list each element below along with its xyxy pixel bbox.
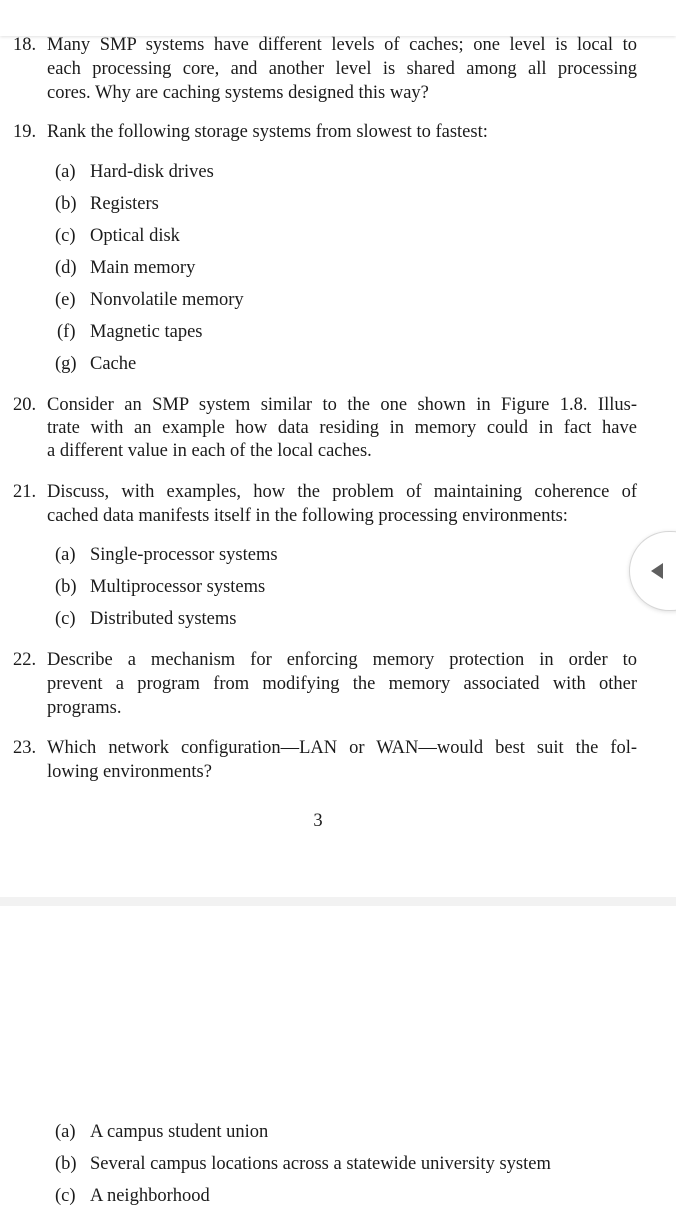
list-item-text: Hard-disk drives xyxy=(90,162,214,182)
question-line: Many SMP systems have different levels of caches; one level is local to xyxy=(47,35,637,55)
list-item-text: Magnetic tapes xyxy=(90,322,203,342)
question-line: each processing core, and another level is shared among all processing xyxy=(47,59,637,79)
cut-off-text-line xyxy=(0,1223,676,1230)
list-item-text: Nonvolatile memory xyxy=(90,290,244,310)
question-line: Describe a mechanism for enforcing memory protection in order to xyxy=(47,650,637,670)
list-item-label: (c) xyxy=(55,226,76,246)
list-item-text: Cache xyxy=(90,354,137,374)
list-item-text: Multiprocessor systems xyxy=(90,577,266,597)
question-line: Discuss, with examples, how the problem of maintaining coherence of xyxy=(47,482,637,502)
list-item-text: A campus student union xyxy=(90,1122,269,1142)
question-line: Rank the following storage systems from slowest to fastest: xyxy=(47,122,488,142)
chevron-left-icon xyxy=(651,563,663,579)
question-number: 18. xyxy=(13,35,37,55)
list-item-label: (b) xyxy=(55,1154,77,1174)
question-number: 22. xyxy=(13,650,37,670)
list-item-label: (a) xyxy=(55,162,76,182)
list-item-label: (c) xyxy=(55,609,76,629)
question-line: lowing environments? xyxy=(47,762,212,782)
list-item-text: Several campus locations across a statewide university system xyxy=(90,1154,551,1174)
list-item-text: Single-processor systems xyxy=(90,545,278,565)
question-number: 21. xyxy=(13,482,37,502)
list-item-label: (d) xyxy=(55,258,77,278)
list-item-label: (f) xyxy=(57,322,76,342)
question-number: 20. xyxy=(13,395,37,415)
question-line: programs. xyxy=(47,698,122,718)
question-number: 23. xyxy=(13,738,37,758)
list-item-label: (b) xyxy=(55,577,77,597)
list-item-text: Registers xyxy=(90,194,159,214)
page-separator xyxy=(0,897,676,906)
collapse-panel-button[interactable] xyxy=(629,531,676,611)
question-line: Consider an SMP system similar to the one shown in Figure 1.8. Illus- xyxy=(47,395,637,415)
question-line: Which network configuration—LAN or WAN—would best suit the fol- xyxy=(47,738,637,758)
list-item-text: Main memory xyxy=(90,258,196,278)
question-line: a different value in each of the local caches. xyxy=(47,441,372,461)
top-bar xyxy=(0,0,676,36)
list-item-label: (g) xyxy=(55,354,77,374)
page-number: 3 xyxy=(313,811,323,831)
question-number: 19. xyxy=(13,122,37,142)
question-line: cached data manifests itself in the following processing environments: xyxy=(47,506,568,526)
list-item-text: Optical disk xyxy=(90,226,180,246)
list-item-label: (b) xyxy=(55,194,77,214)
list-item-label: (c) xyxy=(55,1186,76,1206)
question-line: trate with an example how data residing in memory could in fact have xyxy=(47,418,637,438)
question-line: prevent a program from modifying the memory associated with other xyxy=(47,674,637,694)
list-item-text: Distributed systems xyxy=(90,609,237,629)
list-item-label: (e) xyxy=(55,290,76,310)
list-item-text: A neighborhood xyxy=(90,1186,210,1206)
question-line: cores. Why are caching systems designed this way? xyxy=(47,83,429,103)
list-item-label: (a) xyxy=(55,1122,76,1142)
list-item-label: (a) xyxy=(55,545,76,565)
